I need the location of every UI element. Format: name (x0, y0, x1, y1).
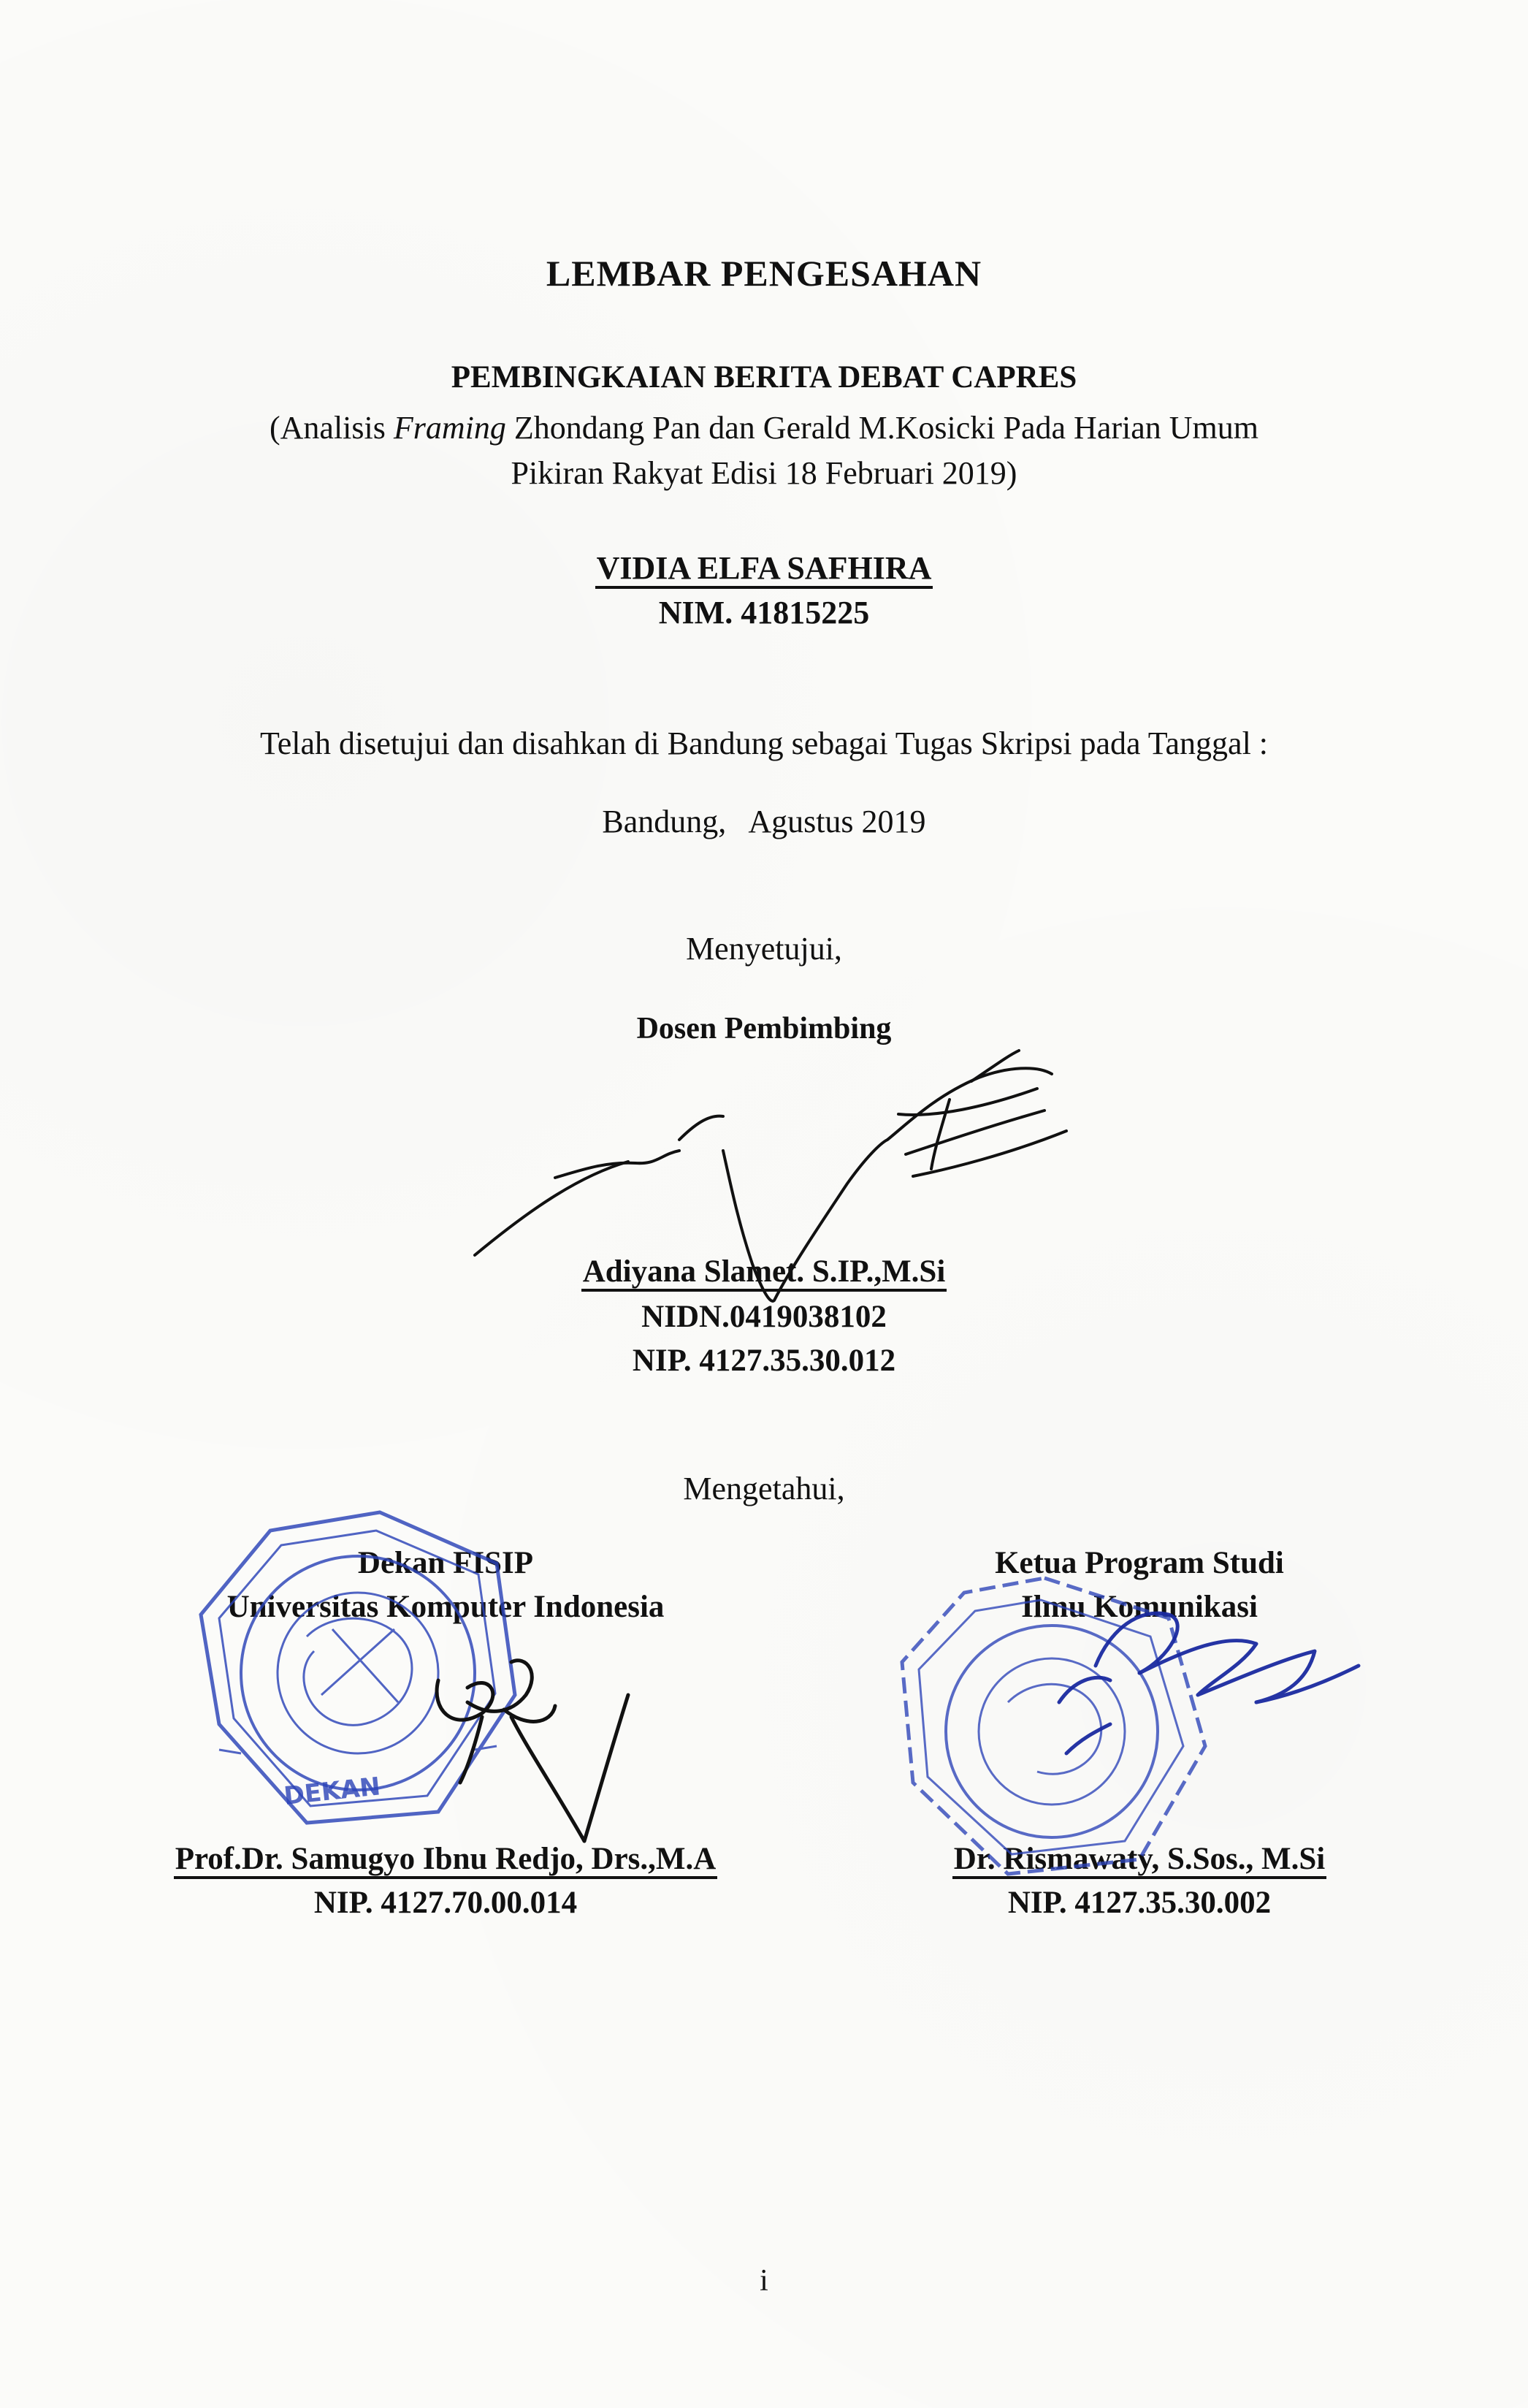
chair-name-text: Dr. Rismawaty, S.Sos., M.Si (952, 1842, 1327, 1879)
approval-statement: Telah disetujui dan disahkan di Bandung sebagai Tugas Skripsi pada Tanggal : (259, 725, 1269, 761)
chair-name (862, 1841, 1417, 1877)
dean-name-text: Prof.Dr. Samugyo Ibnu Redjo, Drs.,M.A (174, 1842, 718, 1879)
dean-name (131, 1841, 760, 1877)
place-text: Bandung, (602, 804, 727, 839)
place-date (0, 803, 1528, 840)
dean-university: Universitas Komputer Indonesia (226, 1590, 665, 1624)
known-label: Mengetahui, (683, 1471, 845, 1506)
subtitle-part1: (Analisis (269, 410, 394, 446)
advisor-name (0, 1254, 1528, 1289)
chair-role: Ketua Program Studi (995, 1546, 1284, 1580)
advisor-role: Dosen Pembimbing (636, 1012, 892, 1045)
subtitle-part2: Zhondang Pan dan Gerald M.Kosicki Pada Harian Umum (505, 410, 1258, 446)
advisor-nidn: NIDN.0419038102 (641, 1300, 887, 1334)
thesis-title: PEMBINGKAIAN BERITA DEBAT CAPRES (451, 360, 1077, 395)
chair-program: Ilmu Komunikasi (1021, 1590, 1258, 1624)
advisor-name-text: Adiyana Slamet. S.IP.,M.Si (581, 1254, 947, 1292)
date-text: Agustus 2019 (748, 804, 926, 839)
approved-label: Menyetujui, (686, 931, 842, 967)
chair-nip: NIP. 4127.35.30.002 (1007, 1886, 1272, 1920)
dean-role: Dekan FISIP (357, 1546, 534, 1580)
author-nim: NIM. 41815225 (658, 595, 870, 630)
dean-stamp-label: DEKAN (282, 1772, 382, 1811)
page-number: i (760, 2264, 768, 2298)
page-title: LEMBAR PENGESAHAN (546, 253, 982, 294)
advisor-nip: NIP. 4127.35.30.012 (632, 1344, 896, 1378)
subtitle-italic: Framing (393, 410, 506, 446)
author-name-text: VIDIA ELFA SAFHIRA (595, 550, 933, 589)
thesis-subtitle (0, 409, 1528, 446)
thesis-subtitle-line2: Pikiran Rakyat Edisi 18 Februari 2019) (511, 455, 1017, 491)
dean-nip: NIP. 4127.70.00.014 (313, 1886, 578, 1920)
author-name (0, 549, 1528, 587)
